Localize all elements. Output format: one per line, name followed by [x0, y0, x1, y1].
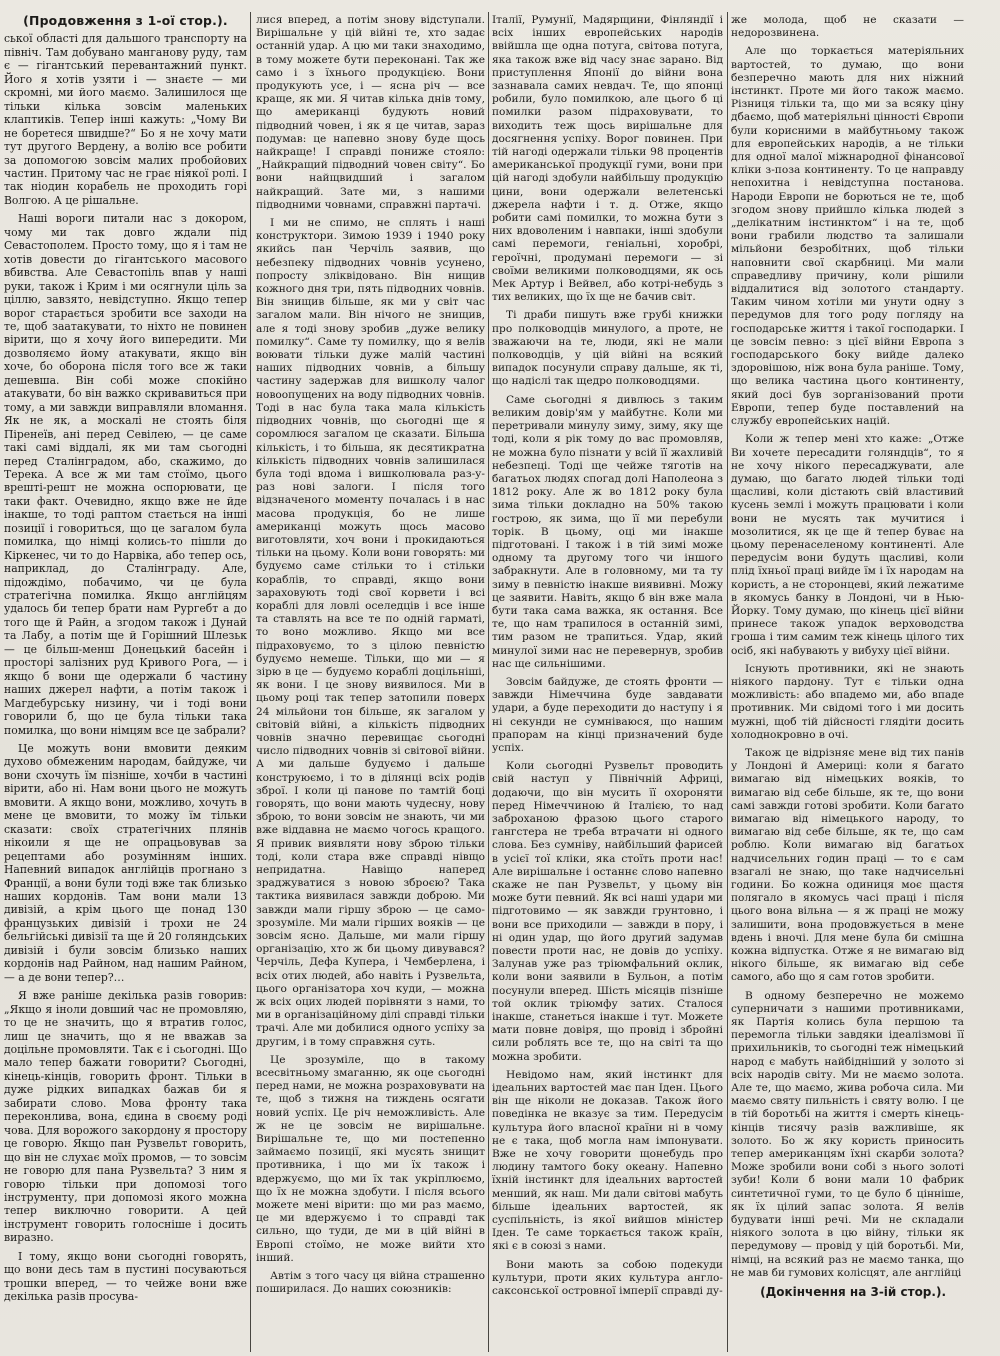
paragraph: Зовсім байдуже, де стоять фронти — завжди Німеччина буде завдавати удари, а буде переходити до наступу і я ні секунди не сумніваюся, що нашим прапорам на кінці призначений буде успіх.	[492, 675, 723, 754]
paragraph: ської області для дальшого транспорту на північ. Там добувано манганову руду, там є — гігантський перевантажний пункт. Його я хотів узяти і — знаєте — ми скромні, ми його маємо. Залишилося ще тільки кілька зовсім маленьких клаптиків. Тепер інші кажуть: „Чому Ви не боретеся швидше?“ Бо я не хочу мати тут другого Вердену, а волію все робити за допомогою зовсім малих пробойових частин. Притому час не грає ніякої ролі. І так ніодин корабель не проходить горі Волгою. А це рішальне.	[4, 32, 247, 207]
column-1	[4, 14, 247, 1350]
paragraph: Саме сьогодні я дивлюсь з таким великим довір'ям у майбутнє. Коли ми перетривали минулу зиму, зиму, яку ще тоді, коли я рік тому до вас промовляв, не можна було пізнати у всій її жахливій небезпеці. Тоді ще чейже тяготів на багатьох людях спогад долі Наполеона з 1812 року. Але ж во 1812 року була зима тільки докладно на 50% такою гострою, як зима, що її ми перебули торік. В цьому, оці ми інакше підготовані. І також і в тій зимі може одному та другому того чи іншого забракнути. Але в головному, ми та ту зиму в певністю інакше виявивні. Можу це заявити. Навіть, якщо б він вже мала бути така сама важка, як остання. Все те, що нам трапилося в останній зимі, тим разом не трапиться. Удар, який минулої зими нас не перевернув, зробив нас ще сильнішими.	[492, 393, 723, 670]
paragraph: Італії, Румунії, Мадярщини, Фінляндії і всіх інших европейських народів ввійшла ще одна потуга, світова потуга, яка також вже від часу знає зарано. Від приступлення Японії до війни вона зазнавала самих невдач. Те, що японці робили, було помилкою, але цього б ці помилки разом підраховувати, то виходить теж щось вирішальне для досягнення успіху. Ворог повинен. При тій нагоді одержали тільки 98 процентів американської продукції гуми, вони при цій нагоді здобули найбільшу продукцію цини, вони одержали велетенські джерела нафти і т. д. Отже, якщо робити самі помилки, то можна бути з них вдоволеним і навпаки, інші здобули самі перемоги, геніальні, хоробрі, героїчні, продумані перемоги — зі своїми великими полководцями, як ось Мек Артур і Вейвел, або котрі-небудь з тих великих, що їх ще не бачив світ.	[492, 14, 723, 304]
paragraph: Коли ж тепер мені хто каже: „Отже Ви хочете пересадити голяндців“, то я не хочу нікого пересаджувати, але думаю, що багато людей тільки тоді щасливі, коли дістають свій властивий кусень землі і можуть працювати і коли вони не мусять так мучитися і мозолитися, як це ще й тепер буває на цьому перенаселеному континенті. Але передусім вони будуть щасливі, коли плід їхньої праці вийде їм і їх народам на користь, а не сторонцеві, який лежатиме в якомусь банку в Лондоні, чи в Нью-Йорку. Тому думаю, що кінець цієї війни принесе також упадок верховодства гроша і тим самим теж кінець цілого тих осіб, які набувають у вибуху цієї війни.	[731, 433, 964, 657]
paragraph: І тому, якщо вони сьогодні говорять, що вони десь там в пустині посуваються трошки вперед, — то чейже вони вже декілька разів просува-	[4, 1249, 247, 1304]
paragraph: Це можуть вони вмовити деяким духово обмеженим народам, байдуже, чи вони схочуть їм пізніше, хочби в частині вірити, або ні. Нам вони цього не можуть вмовити. А якщо вони, можливо, хочуть в мене це вмовити, то можу їм тільки сказати: своїх стратегічних плянів нікоили я ще не опрацьовував за рецептами або розумінням інших. Напевний випадок англійців прогнано з Франції, а вони були тоді вже так близько наших кордонів. Там вони мали 13 дивізій, а крім цього ще понад 130 французьких дивізій і трохи не 24 бельгійські дивізії та ще й 20 голяндських дивізій і були зовсім близько наших кордонів над Райном, над нашим Райном, — а де вони тепер?…	[4, 742, 247, 984]
paragraph: Я вже раніше декілька разів говорив: „Якщо я іноли довший час не промовляю, то це не значить, що я втратив голос, лиш це значить, що я не вважав за доцільне промовляти. Так є і сьогодні. Що мало тепер бажати говорити? Сьогодні, кінець-кінців, говорить фронт. Тільки в дуже рідких випадках бажав би я забирати слово. Мова фронту така переконлива, вона, єдина в своєму роді чова. Для ворожого закордону я простору це говорю. Якщо пан Рузвельт говорить, що він не слухає моїх промов, — то зовсім не говорю для пана Рузвельта? З ним я говорю тільки при допомозі того інструменту, при допомозі якого можна тепер виключно говорити. А цей інструмент говорить голосніше і досить виразно.	[4, 989, 247, 1245]
paragraph: Також це відрізняє мене від тих панів у Лондоні й Америці: коли я багато вимагаю від німецьких вояків, то вимагаю від себе більше, як те, що вони самі завжди готові зробити. Коли багато вимагаю від німецького народу, то вимагаю від себе більше, як те, що сам роблю. Коли вимагаю від багатьох надчисельних годин праці — то є сам взагалі не знаю, що таке надчисельні години. Бо кожна одиниця моє щастя полягало в якомусь часі праці і після цього вона вільна — я ж праці не можу залишити, вона продовжується в мене вдень і вночі. Для мене була би смішна кожна відпустка. Отже я не вимагаю від нікого більше, як вимагаю від себе самого, або що я сам готов зробити.	[731, 746, 964, 984]
column-divider	[250, 12, 251, 1352]
continued-header: (Продовження з 1-ої стор.).	[23, 14, 228, 28]
paragraph: Автім з того часу ця війна страшенно поширилася. До наших союзників:	[256, 1270, 485, 1296]
paragraph: Ті драби пишуть вже грубі книжки про полководців минулого, а проте, не зважаючи на те, люди, які не мали полководців, у цій війні на всякий випадок посунули справу дальше, як ті, що надіслі так щедро полководцями.	[492, 309, 723, 388]
paragraph: Коли сьогодні Рузвельт проводить свій наступ у Північній Африці, додаючи, що він мусить її охороняти перед Німеччиною й Італією, то над заброханою фразою цього старого гангстера не треба втрачати ні одного слова. Без сумніву, найбільший фарисей в усієї тої кліки, яка стоїть проти нас! Але вирішальне і останнє слово напевно скаже не пан Рузвельт, у цьому він може бути певний. Як всі наші удари ми підготовимо — як завжди грунтовно, і вони все приходили — завжди в пору, і ні один удар, що його другий задумав повести проти нас, не довів до успіху. Залунав уже раз тріюмфальний оклик, коли вони заявили в Бульон, а потім посунули вперед. Шість місяців пізніше той оклик тріюмфу затих. Сталося інакше, станеться інакше і тут. Можете мати повне довіря, що провід і збройні сили роблять все те, що на світі та що можна зробити.	[492, 760, 723, 1063]
paragraph: Існують противники, які не знають ніякого пардону. Тут є тільки одна можливість: або впадемо ми, або впаде противник. Ми свідомі того і ми досить мужні, щоб тій дійсності глядіти досить холоднокровно в очі.	[731, 662, 964, 741]
column-divider	[727, 12, 728, 1352]
paragraph: Вони мають за собою подекуди культури, проти яких культура англо-саксонської островної імперії справді ду-	[492, 1258, 723, 1298]
paragraph: І ми не спимо, не сплять і наші конструктори. Зимою 1939 і 1940 року якийсь пан Черчіль заявив, що небезпеку підводних човнів усунено, попросту зліквідовано. Він нищив кожного дня три, пять підводних човнів. Він знищив більше, як ми у світ час загалом мали. Він нічого не знищив, але я тоді знову зробив „дуже велику помилку“. Саме ту помилку, що я велів воювати тільки дуже малій частині наших підводних човнів, а більшу частину задержав для вишколу чалог новоопущених на воду підводних човнів. Тоді в нас була така мала кількість підводних човнів, що сьогодні ще я соромлюся загалом це сказати. Більша кількість, і то більша, як десятикратна кількість підводних човнів залишилася була тоді вдома і вишколювала раз-у-раз нові залоги. І після того відзначеного моменту почалась і в нас масова продукція, бо не лише американці можуть щось масово виготовляти, хоч вони і прокидаються тільки на цьому. Коли вони говорять: ми будуємо саме стільки то і стільки кораблів, то справді, якщо вони зараховують тоді свої корвети і всі кораблі для ловлі оселедців і все інше та ставлять на все те по одній гарматі, то воно можливо. Якщо ми все підраховуємо, то з цілою певністю будуємо немеше. Тільки, що ми — я зірю в це — будуємо кораблі доцільніші, як вони. І це знову виявилося. Ми в цьому році так тепер затопили поверх 24 мільйони тон більше, як загалом у світовій війні, а кількість підводних човнів значно перевищає сьогодні число підводних човнів зі світової війни. А ми дальше будуємо і дальше конструюємо, і то в ділянці всіх родів зброї. І коли ці панове по тамтій боці говорять, що вони мають чудесну, нову зброю, то вони зовсім не знають, чи ми вже віддавна не маємо чогось кращого. Я привик виявляти нову зброю тільки тоді, коли стара вже справді нівщо непридатна. Навіщо наперед зраджуватися з новою зброєю? Така тактика виявилася завжди доброю. Ми завжди мали гіршу зброю — це само-зрозуміле. Ми мали гірших вояків — це зовсім ясно. Дальше, ми мали гіршу організацію, хто ж би цьому дивувався? Черчіль, Дефа Купера, і Чемберлена, і всіх отих людей, або навіть і Рузвельта, цього організатора хоч куди, — можна ж всіх оцих людей порівняти з нами, то ми в організаційному ділі справді тільки трачі. Але ми добилися одного успіху за другим, і в тому справжня суть.	[256, 217, 485, 1048]
column-2	[256, 14, 485, 1350]
column-4	[731, 14, 964, 1350]
paragraph: В одному безперечно не можемо суперничати з нашими противниками, як Партія колись була першою та перемогла тільки завдяки ідеалізмові її прихильників, то сьогодні теж німецький народ є мабуть найбідніший у золото зі всіх народів світу. Ми не маємо золота. Але те, що маємо, жива робоча сила. Ми маємо святу пильність і святу волю. І це в тій боротьбі на життя і смерть кінець-кінців тисячу разів важливіше, як золото. Бо ж яку користь приносить тепер американцям їхні скарби золота? Може зробили вони собі з нього золоті зуби! Коли б вони мали 10 фабрик синтетичної гуми, то це було б цінніше, як їх цілий запас золота. Я велів будувати інші речі. Ми не складали ніякого золота в цю війну, тільки як передумову — провід у цій боротьбі. Ми, німці, на всякий раз не маємо танка, що не мав би гумових колісцят, але англійці	[731, 989, 964, 1279]
paragraph: Невідомо нам, який інстинкт для ідеальних вартостей має пан Іден. Цього він ще ніколи не доказав. Також його поведінка не вказує за тим. Передусім культура його власної країни ні в чому не є така, щоб могла нам імпонувати. Вже не хочу говорити щонебудь про людину тамтого боку океану. Напевно їхній інстинкт для ідеальних вартостей менший, як наш. Ми дали світові мабуть більше ідеальних вартостей, як суспільність, із якої вийшов міністер Іден. Те саме торкається також країн, які є в союзі з нами.	[492, 1068, 723, 1253]
paragraph: Наші вороги питали нас з докором, чому ми так довго ждали під Севастополем. Просто тому, що я і там не хотів довести до гігантського масового вбивства. Але Севастопіль впав у наші руки, також і Крим і ми осягнули ціль за ціллю, завзято, невідступно. Якщо тепер ворог старається зробити все заходи на те, щоб заатакувати, то ніхто не повинен вірити, що я хочу його випередити. Ми дозволяємо йому атакувати, якщо він хоче, бо оборона після того все ж таки дешевша. Він собі може спокійно атакувати, бо він важко скривавиться при тому, а ми завжди виправляли вломання. Як не як, а москалі не стоять біля Піренеїв, ані перед Севілею, — це саме такі самі віддалі, як ми там сьогодні перед Сталінградом, або, скажимо, до Терека. А все ж ми там стоїмо, цього врешті-решт не можна оспорювати, це таки факт. Очевидно, якщо вже не йде інакше, то тоді раптом стається на інші позиції і говориться, що це загалом була помилка, що німці колись-то пішли до Кіркенес, чи то до Нарвіка, або тепер ось, наприклад, до Сталінграду. Але, підождімо, побачимо, чи це була стратегічна помилка. Якщо англійцям удалось би тепер брати нам Рургебт а до того ще й Райн, а згодом також і Дунай та Лабу, а потім ще й Горішний Шлезьк — це більш-менш Донецький басейн і просторі залізних руд Кривого Рога, — і якщо б вони ще одержали б частину наших джерел нафти, а потім також і Магдебурську низину, чи і тоді вони говорили б, що це була тільки така помилка, що вони німцям все це забрали?	[4, 212, 247, 737]
column-3	[492, 14, 723, 1350]
continued-footer: (Докінчення на 3-ій стор.).	[760, 1285, 946, 1300]
paragraph: Але що торкається матеріяльних вартостей, то думаю, що вони безперечно мають для них ніжний інстинкт. Проте ми його також маємо. Різниця тільки та, що ми за всяку ціну дбаємо, щоб матеріяльні цінності Європи були корисними в майбутньому також для европейських народів, а не тільки для одної малої міжнародної фінансової кліки з-поза континенту. То це направду непохитна і невідступна постанова. Народи Европи не борються не те, щоб згодом знову прийшло кілька людей з „делікатним інстинктом“ і на те, щоб вони грабили людство та залишали мільйони безробітних, щоб тільки наповнити свої скарбниці. Ми мали справедливу причину, коли рішили віддалитися від золотого стандарту. Таким чином хотіли ми унути одну з передумов для того роду погляду на господарське життя і такої господарки. І це зовсім певно: з цієї війни Европа з господарського боку вийде далеко здоровішою, ніж вона була раніше. Тому, що велика частина цього континенту, який досі був зорганізований проти Европи, тепер буде поставлений на службу европейських націй.	[731, 45, 964, 428]
column-divider	[488, 12, 489, 1352]
paragraph: лися вперед, а потім знову відступали. Вирішальне у цій війні те, хто задає останній удар. А цю ми таки знаходимо, в тому можете бути переконані. Так же само і з їхнього продукцією. Вони продукують усе, і — ясна річ — все краще, як ми. Я читав кілька днів тому, що американці будують новий підводний човен, і як я це читав, зараз подумав: це напевно знову буде щось найкраще! І справді пониже стояло: „Найкращий підводний човен світу“. Бо вони найщвидший і загалом найкращий. Зате ми, з нашими підводними човнами, справжні партачі.	[256, 14, 485, 211]
paragraph: Це зрозуміле, що в такому всесвітньому змаганню, як оце сьогодні перед нами, не можна розраховувати на те, щоб з тижня на тиждень осягати новий успіх. Це річ неможливість. Але ж не це зовсім не вирішальне. Вирішальне те, що ми постепенно займаємо позиції, які мусять знищит противника, і що ми їх також і вдержуємо, що ми їх так укріплюємо, що їх не можна здобути. І після всього можете мені вірити: що ми раз маємо, це ми вдержуємо і то справді так сильно, що туди, де ми в цій війні в Европі стоїмо, не може вийти хто інший.	[256, 1053, 485, 1264]
paragraph: же молода, щоб не сказати — недорозвинена.	[731, 14, 964, 40]
